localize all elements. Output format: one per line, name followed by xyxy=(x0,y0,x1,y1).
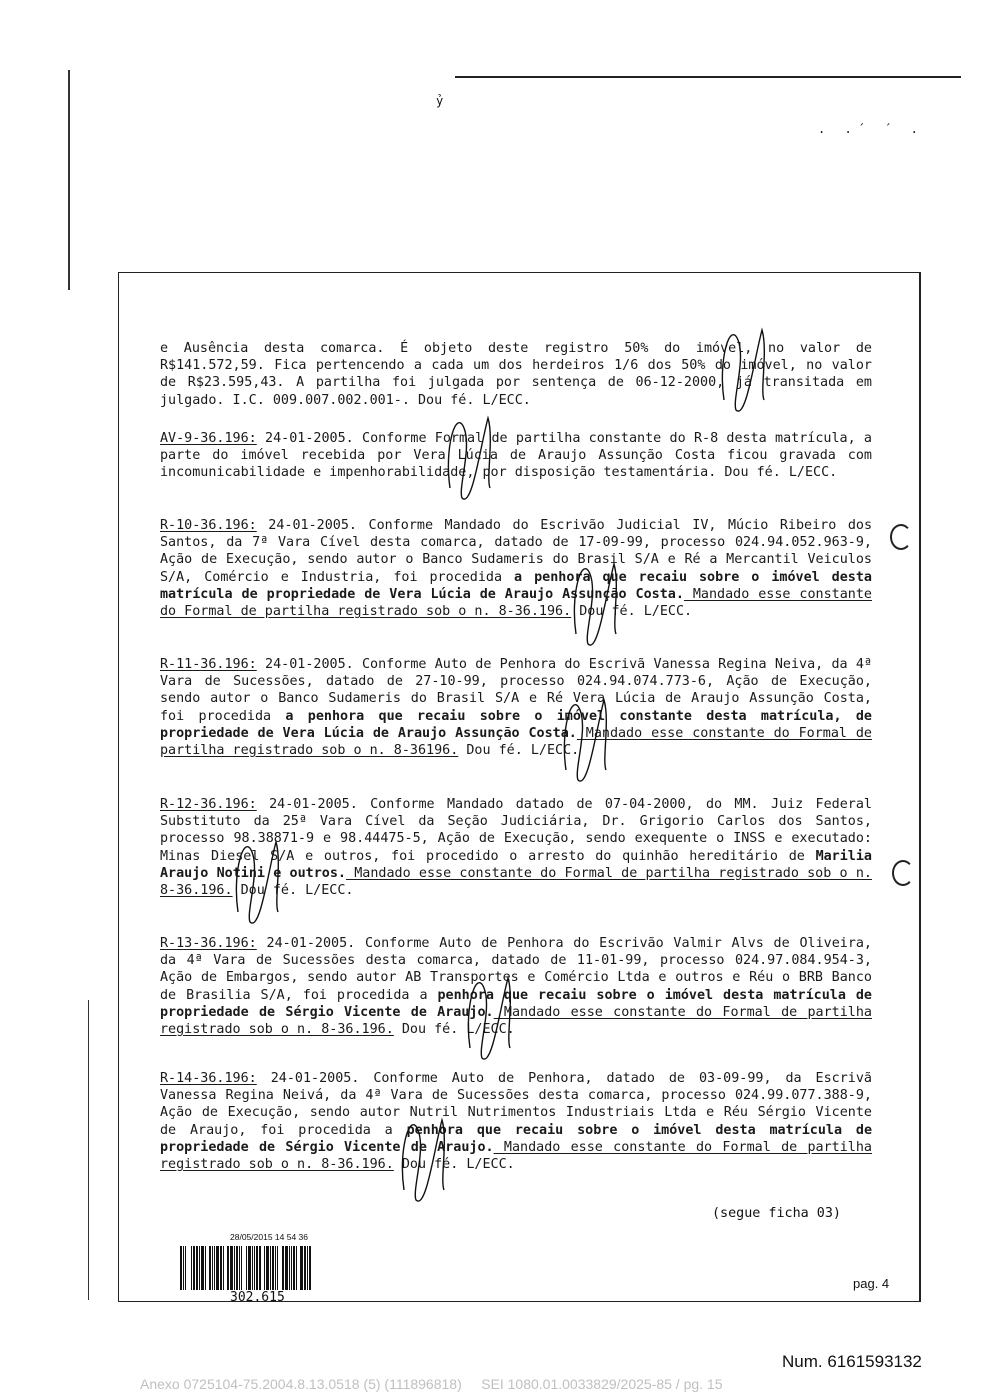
entry-bold-text: a penhora que recaiu sobre o imóvel constante desta matrícula, de propriedade de Vera Lúcia de Araujo Assunção Costa. xyxy=(160,708,872,741)
left-scan-edge-lower xyxy=(88,1000,89,1300)
entry-tail: Dou fé. L/ECC. xyxy=(458,743,580,759)
entry-text: 24-01-2005. Conforme Auto de Penhora, datado de 03-09-99, da Escrivã Vanessa Regina Neivá, da 4ª Vara de Sucessões desta comarca, processo 024.99.077.388-9, Ação de Execução, sendo autor Nutril Nutrimentos Industriais Ltda e Réu Sérgio Vicente de Araujo, foi procedida a xyxy=(160,1071,872,1138)
entry-ref: R-13-36.196: xyxy=(160,936,257,951)
entry-ref: AV-9-36.196: xyxy=(160,431,257,446)
entry-underlined-text: Mandado esse constante do Formal de partilha registrado sob o n. 8-36196. xyxy=(160,725,872,759)
barcode-bar xyxy=(277,1246,278,1290)
barcode-bar xyxy=(266,1246,269,1290)
barcode-bar xyxy=(185,1246,186,1290)
barcode-bar xyxy=(272,1246,274,1290)
entry-intro-text: e Ausência desta comarca. É objeto deste registro 50% do imóvel, no valor de R$141.572,59. Fica pertencendo a cada um dos herdeiros 1/6 dos 50% do imóvel, no valor de R$23.595,43. A partilha foi julgada por sentença de 06-12-2000, já transitada em julgado. I.C. 009.007.002.001-. Dou fé. L/ECC. xyxy=(160,341,872,408)
barcode-bar xyxy=(252,1246,253,1290)
entry-text: 24-01-2005. Conforme Auto de Penhora do Escrivã Vanessa Regina Neiva, da 4ª Vara de Sucessões, datado de 27-10-99, processo 024.94.074.773-6, Ação de Execução, sendo autor o Banco Sudameris do Brasil S/A e Ré Vera Lúcia de Araujo Assunção Costa, foi procedida xyxy=(160,657,872,724)
barcode-bar xyxy=(180,1246,182,1290)
barcode-bar xyxy=(256,1246,258,1290)
entry-r10 xyxy=(160,517,872,620)
entry-text: 24-01-2005. Conforme Formal de partilha constante do R-8 desta matrícula, a parte do imóvel recebida por Vera Lúcia de Araujo Assunção Costa ficou gravada com incomunicabilidade e impenhorabilidade, por disposição testamentária. Dou fé. L/ECC. xyxy=(160,431,872,481)
barcode-bar xyxy=(209,1246,211,1290)
barcode-bar xyxy=(246,1246,247,1290)
barcode-bar xyxy=(275,1246,276,1290)
entry-underlined-text: Mandado esse constante do Formal de partilha registrado sob o n. 8-36.196. xyxy=(160,1004,872,1038)
page-label: pag. 4 xyxy=(853,1276,890,1291)
barcode-bar xyxy=(201,1246,204,1290)
barcode-bar xyxy=(183,1246,184,1290)
barcode-bar xyxy=(254,1246,255,1290)
entry-text: 24-01-2005. Conforme Mandado datado de 07-04-2000, do MM. Juiz Federal Substituto da 25ª Vara Cível da Seção Judiciária, Dr. Grigorio Carlos dos Santos, processo 98.38871-9 e 98.44475-5, Ação de Execução, sendo exequente o INSS e executado: Minas Diesel S/A e outros, foi procedido o arresto do quinhão hereditário de xyxy=(160,797,872,864)
barcode xyxy=(180,1246,348,1290)
barcode-bar xyxy=(230,1246,233,1290)
entry-text: 24-01-2005. Conforme Mandado do Escrivão Judicial IV, Múcio Ribeiro dos Santos, da 7ª Vara Cível desta comarca, datado de 17-09-99, processo 024.94.052.963-9, Ação de Execução, sendo autor o Banco Sudameris do Brasil S/A e Ré a Mercantil Veiculos S/A, Comércio e Industria, foi procedida xyxy=(160,518,872,585)
barcode-bar xyxy=(199,1246,200,1290)
barcode-bar xyxy=(304,1246,306,1290)
entry-tail: Dou fé. L/ECC. xyxy=(571,604,693,620)
entry-bold-text: penhora que recaiu sobre o imóvel desta matrícula de propriedade de Sérgio Vicente de Araujo. xyxy=(160,987,872,1020)
barcode-bar xyxy=(291,1246,292,1290)
entry-r11 xyxy=(160,656,872,759)
footer-watermark: Anexo 0725104-75.2004.8.13.0518 (5) (111896818) SEI 1080.01.0033829/2025-85 / pg. 15 xyxy=(140,1376,723,1392)
scan-top-rule xyxy=(455,76,961,78)
punch-hole-mark xyxy=(892,860,914,886)
barcode-bar xyxy=(293,1246,295,1290)
barcode-bar xyxy=(270,1246,271,1290)
barcode-bar xyxy=(285,1246,288,1290)
barcode-bar xyxy=(289,1246,290,1290)
barcode-number: 302.615 xyxy=(230,1290,285,1305)
entry-bold-text: a penhora que recaiu sobre o imóvel desta matrícula de propriedade de Vera Lúcia de Araujo Assunção Costa. xyxy=(160,569,872,602)
barcode-bar xyxy=(227,1246,229,1290)
entry-ref: R-12-36.196: xyxy=(160,797,257,812)
left-scan-edge xyxy=(68,70,70,290)
barcode-bar xyxy=(214,1246,215,1290)
barcode-bar xyxy=(191,1246,192,1290)
barcode-bar xyxy=(193,1246,195,1290)
continuation-note: (segue ficha 03) xyxy=(712,1206,841,1221)
entry-av9 xyxy=(160,430,872,482)
barcode-bar xyxy=(220,1246,222,1290)
document-number: Num. 6161593132 xyxy=(782,1352,922,1371)
barcode-bar xyxy=(259,1246,261,1290)
scan-dots: . .´ ´ . xyxy=(818,122,924,136)
barcode-bar xyxy=(307,1246,308,1290)
punch-hole-mark xyxy=(890,524,912,550)
entry-underlined-text: Mandado esse constante do Formal de partilha registrado sob o n. 8-36.196. xyxy=(160,1139,872,1173)
barcode-bar xyxy=(212,1246,213,1290)
entry-r14 xyxy=(160,1070,872,1173)
entry-text: 24-01-2005. Conforme Auto de Penhora do Escrivão Valmir Alvs de Oliveira, da 4ª Vara de Sucessões desta comarca, datado de 11-01-99, processo 024.97.084.954-3, Ação de Embargos, sendo autor AB Transportes e Comércio Ltda e outros e Réu o BRB Banco de Brasilia S/A, foi procedida a xyxy=(160,936,872,1003)
stamp-datetime: 28/05/2015 14 54 36 xyxy=(230,1232,308,1242)
barcode-bar xyxy=(296,1246,297,1290)
barcode-bar xyxy=(236,1246,238,1290)
entry-bold-text: penhora que recaiu sobre o imóvel desta matrícula de propriedade de Sérgio Vicente de Araujo. xyxy=(160,1122,872,1155)
entry-tail: Dou fé. L/ECC. xyxy=(393,1157,515,1173)
entry-intro xyxy=(160,340,872,409)
entry-ref: R-11-36.196: xyxy=(160,657,257,672)
entry-bold-text: Marilia Araujo Notini e outros. xyxy=(160,848,872,881)
barcode-bar xyxy=(196,1246,198,1290)
entry-underlined-text: Mandado esse constante do Formal de partilha registrado sob o n. 8-36.196. xyxy=(160,586,872,620)
entry-r12 xyxy=(160,796,872,899)
barcode-bar xyxy=(205,1246,206,1290)
entry-tail: Dou fé. L/ECC. xyxy=(393,1022,515,1038)
entry-tail: Dou fé. L/ECC. xyxy=(232,883,354,899)
barcode-bar xyxy=(239,1246,240,1290)
barcode-bar xyxy=(248,1246,251,1290)
barcode-bar xyxy=(309,1246,311,1290)
barcode-bar xyxy=(223,1246,224,1290)
barcode-bar xyxy=(216,1246,219,1290)
barcode-bar xyxy=(300,1246,303,1290)
entry-r13 xyxy=(160,935,872,1038)
barcode-bar xyxy=(264,1246,265,1290)
barcode-bar xyxy=(241,1246,242,1290)
barcode-bar xyxy=(234,1246,235,1290)
entry-ref: R-10-36.196: xyxy=(160,518,257,533)
entry-ref: R-14-36.196: xyxy=(160,1071,257,1086)
barcode-bar xyxy=(282,1246,284,1290)
entry-underlined-text: Mandado esse constante do Formal de partilha registrado sob o n. 8-36.196. xyxy=(160,865,872,899)
scan-mark: ỷ xyxy=(436,94,444,108)
